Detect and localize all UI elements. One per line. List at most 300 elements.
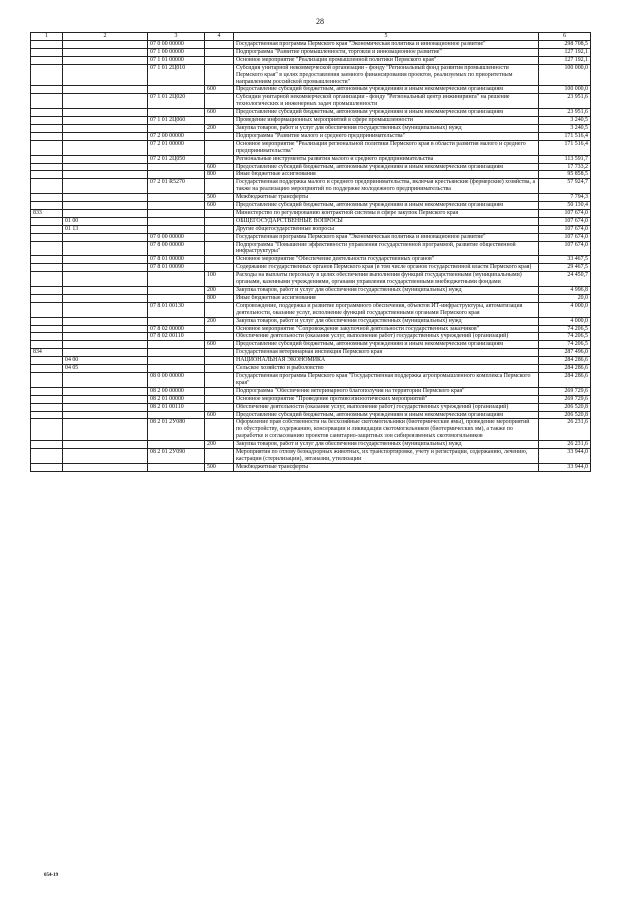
grbs-code-cell [31, 124, 63, 132]
item-name-cell: Основное мероприятие "Сопровождение закупочной деятельности государственных заказчиков" [234, 325, 539, 333]
table-row [31, 171, 591, 179]
target-article-cell: 08 2 01 00000 [148, 395, 205, 403]
table-row [31, 272, 591, 287]
table-row [31, 287, 591, 295]
grbs-code-cell [31, 202, 63, 210]
item-name-cell: НАЦИОНАЛЬНАЯ ЭКОНОМИКА [234, 357, 539, 365]
grbs-code-cell [31, 449, 63, 464]
target-article-cell [148, 171, 205, 179]
item-name-cell: Основное мероприятие "Проведение противоэпизоотических мероприятий" [234, 395, 539, 403]
expense-type-cell [205, 449, 234, 464]
target-article-cell [148, 341, 205, 349]
grbs-code-cell [31, 171, 63, 179]
grbs-code-cell [31, 387, 63, 395]
target-article-cell [148, 357, 205, 365]
target-article-cell: 08 2 00 00000 [148, 387, 205, 395]
header-cell: 3 [148, 33, 205, 41]
section-code-cell [63, 411, 148, 419]
section-code-cell [63, 241, 148, 256]
section-code-cell [63, 349, 148, 357]
item-name-cell: Закупка товаров, работ и услуг для обеспечения государственных (муниципальных) нужд [234, 124, 539, 132]
amount-cell: 269 729,6 [539, 395, 591, 403]
amount-cell: 74 206,5 [539, 333, 591, 341]
expense-type-cell: 600 [205, 411, 234, 419]
expense-type-cell: 600 [205, 163, 234, 171]
item-name-cell: Закупка товаров, работ и услуг для обеспечения государственных (муниципальных) нужд [234, 287, 539, 295]
expense-type-cell [205, 302, 234, 317]
section-code-cell [63, 124, 148, 132]
item-name-cell: Иные бюджетные ассигнования [234, 171, 539, 179]
expense-type-cell: 600 [205, 202, 234, 210]
amount-cell: 24 450,7 [539, 272, 591, 287]
grbs-code-cell [31, 155, 63, 163]
grbs-code-cell [31, 272, 63, 287]
amount-cell: 26 231,6 [539, 441, 591, 449]
grbs-code-cell [31, 287, 63, 295]
item-name-cell: Межбюджетные трансферты [234, 463, 539, 471]
target-article-cell [148, 202, 205, 210]
item-name-cell: Основное мероприятие "Реализация региональной политики Пермского края в области развития малого и среднего предпринимательства" [234, 140, 539, 155]
amount-cell: 29 467,5 [539, 264, 591, 272]
amount-cell: 171 516,4 [539, 132, 591, 140]
amount-cell: 206 520,8 [539, 403, 591, 411]
grbs-code-cell [31, 341, 63, 349]
grbs-code-cell [31, 403, 63, 411]
item-name-cell: Проведение информационных мероприятий в сфере промышленности [234, 117, 539, 125]
item-name-cell: Региональные инструменты развития малого и среднего предпринимательства [234, 155, 539, 163]
budget-table [30, 32, 591, 472]
target-article-cell [148, 217, 205, 225]
section-code-cell [63, 64, 148, 86]
amount-cell: 57 924,7 [539, 179, 591, 194]
item-name-cell: Оформление прав собственности на бесхозяйные скотомогильники (биотермические ямы), проведение мероприятий по обустройству, содержанию, консервации и ликвидации скотомогильников (биотермических ям), а также по разработке и согласованию проектов санитарно-защитных зон сибиреязвенных скотомогильников [234, 419, 539, 441]
expense-type-cell [205, 155, 234, 163]
target-article-cell: 07 8 02 00110 [148, 333, 205, 341]
target-article-cell: 07 1 01 2Ц020 [148, 94, 205, 109]
target-article-cell: 08 2 01 2У080 [148, 419, 205, 441]
section-code-cell [63, 449, 148, 464]
section-code-cell: 04 00 [63, 357, 148, 365]
item-name-cell: Мероприятия по отлову безнадзорных животных, их транспортировке, учету и регистрации, содержанию, лечению, кастрации (стерилизации), эвтаназии, утилизации [234, 449, 539, 464]
target-article-cell [148, 365, 205, 373]
table-row [31, 233, 591, 241]
table-row [31, 441, 591, 449]
table-row [31, 264, 591, 272]
amount-cell: 284 286,6 [539, 357, 591, 365]
item-name-cell: Подпрограмма "Развитие малого и среднего предпринимательства" [234, 132, 539, 140]
grbs-code-cell [31, 132, 63, 140]
target-article-cell: 08 2 01 00110 [148, 403, 205, 411]
grbs-code-cell [31, 117, 63, 125]
table-row [31, 403, 591, 411]
expense-type-cell [205, 56, 234, 64]
table-row [31, 387, 591, 395]
grbs-code-cell: 833 [31, 209, 63, 217]
expense-type-cell [205, 264, 234, 272]
section-code-cell: 04 05 [63, 365, 148, 373]
table-row [31, 217, 591, 225]
expense-type-cell: 200 [205, 441, 234, 449]
section-code-cell [63, 387, 148, 395]
grbs-code-cell [31, 48, 63, 56]
expense-type-cell: 500 [205, 463, 234, 471]
target-article-cell: 07 2 00 00000 [148, 132, 205, 140]
table-row [31, 395, 591, 403]
amount-cell: 284 286,6 [539, 372, 591, 387]
table-body [31, 41, 591, 472]
table-row [31, 41, 591, 49]
expense-type-cell [205, 241, 234, 256]
expense-type-cell [205, 64, 234, 86]
header-cell: 4 [205, 33, 234, 41]
table-row [31, 109, 591, 117]
section-code-cell [63, 48, 148, 56]
section-code-cell [63, 202, 148, 210]
amount-cell: 23 951,6 [539, 94, 591, 109]
grbs-code-cell [31, 365, 63, 373]
expense-type-cell [205, 357, 234, 365]
expense-type-cell [205, 233, 234, 241]
section-code-cell [63, 155, 148, 163]
grbs-code-cell [31, 395, 63, 403]
amount-cell: 74 206,5 [539, 325, 591, 333]
table-row [31, 449, 591, 464]
target-article-cell [148, 272, 205, 287]
target-article-cell: 07 2 01 00000 [148, 140, 205, 155]
target-article-cell [148, 163, 205, 171]
expense-type-cell [205, 140, 234, 155]
grbs-code-cell [31, 419, 63, 441]
target-article-cell [148, 225, 205, 233]
section-code-cell [63, 403, 148, 411]
grbs-code-cell [31, 241, 63, 256]
expense-type-cell: 600 [205, 86, 234, 94]
table-row [31, 124, 591, 132]
header-row [31, 33, 591, 41]
item-name-cell: Иные бюджетные ассигнования [234, 294, 539, 302]
target-article-cell: 07 8 01 00000 [148, 256, 205, 264]
amount-cell: 100 000,0 [539, 86, 591, 94]
expense-type-cell [205, 217, 234, 225]
amount-cell: 20,0 [539, 294, 591, 302]
item-name-cell: Закупка товаров, работ и услуг для обеспечения государственных (муниципальных) нужд [234, 441, 539, 449]
section-code-cell [63, 372, 148, 387]
grbs-code-cell [31, 325, 63, 333]
expense-type-cell [205, 387, 234, 395]
amount-cell: 3 240,5 [539, 124, 591, 132]
header-cell: 6 [539, 33, 591, 41]
page-number: 28 [316, 17, 324, 26]
amount-cell: 206 520,8 [539, 411, 591, 419]
amount-cell: 7 794,3 [539, 194, 591, 202]
grbs-code-cell [31, 372, 63, 387]
item-name-cell: Межбюджетные трансферты [234, 194, 539, 202]
item-name-cell: Предоставление субсидий бюджетным, автономным учреждениям и иным некоммерческим организациям [234, 163, 539, 171]
target-article-cell: 07 1 01 00000 [148, 56, 205, 64]
table-row [31, 209, 591, 217]
item-name-cell: Предоставление субсидий бюджетным, автономным учреждениям и иным некоммерческим организациям [234, 109, 539, 117]
grbs-code-cell [31, 194, 63, 202]
section-code-cell [63, 272, 148, 287]
header-cell: 2 [63, 33, 148, 41]
item-name-cell: Предоставление субсидий бюджетным, автономным учреждениям и иным некоммерческим организациям [234, 411, 539, 419]
item-name-cell: Обеспечение деятельности (оказание услуг, выполнение работ) государственных учреждений (организаций) [234, 403, 539, 411]
table-row [31, 357, 591, 365]
section-code-cell [63, 56, 148, 64]
grbs-code-cell [31, 441, 63, 449]
expense-type-cell: 200 [205, 287, 234, 295]
section-code-cell [63, 209, 148, 217]
target-article-cell: 07 0 00 00000 [148, 233, 205, 241]
expense-type-cell [205, 225, 234, 233]
footer-code: 054-19 [44, 873, 59, 878]
amount-cell: 284 286,6 [539, 365, 591, 373]
table-row [31, 132, 591, 140]
table-row [31, 365, 591, 373]
expense-type-cell [205, 325, 234, 333]
expense-type-cell [205, 365, 234, 373]
table-row [31, 64, 591, 86]
item-name-cell: Основное мероприятие "Обеспечение деятельности государственных органов" [234, 256, 539, 264]
target-article-cell [148, 109, 205, 117]
section-code-cell [63, 109, 148, 117]
section-code-cell [63, 41, 148, 49]
amount-cell: 95 858,5 [539, 171, 591, 179]
target-article-cell: 07 8 00 00000 [148, 241, 205, 256]
amount-cell: 3 240,5 [539, 117, 591, 125]
expense-type-cell: 800 [205, 294, 234, 302]
grbs-code-cell [31, 179, 63, 194]
target-article-cell: 07 1 00 00000 [148, 48, 205, 56]
grbs-code-cell [31, 294, 63, 302]
expense-type-cell [205, 209, 234, 217]
section-code-cell [63, 94, 148, 109]
item-name-cell: Сельское хозяйство и рыболовство [234, 365, 539, 373]
amount-cell: 33 467,5 [539, 256, 591, 264]
grbs-code-cell: 834 [31, 349, 63, 357]
table-row [31, 419, 591, 441]
grbs-code-cell [31, 463, 63, 471]
table-row [31, 349, 591, 357]
amount-cell: 17 733,2 [539, 163, 591, 171]
expense-type-cell: 500 [205, 194, 234, 202]
amount-cell: 100 000,0 [539, 64, 591, 86]
item-name-cell: Подпрограмма "Развитие промышленности, торговли и инновационное развитие" [234, 48, 539, 56]
section-code-cell [63, 194, 148, 202]
grbs-code-cell [31, 256, 63, 264]
section-code-cell [63, 302, 148, 317]
expense-type-cell: 200 [205, 317, 234, 325]
target-article-cell [148, 349, 205, 357]
section-code-cell: 01 00 [63, 217, 148, 225]
expense-type-cell: 600 [205, 341, 234, 349]
expense-type-cell [205, 403, 234, 411]
expense-type-cell: 200 [205, 124, 234, 132]
grbs-code-cell [31, 225, 63, 233]
section-code-cell [63, 256, 148, 264]
table-row [31, 155, 591, 163]
section-code-cell [63, 117, 148, 125]
expense-type-cell [205, 372, 234, 387]
target-article-cell [148, 209, 205, 217]
expense-type-cell [205, 117, 234, 125]
target-article-cell: 07 8 02 00000 [148, 325, 205, 333]
item-name-cell: Другие общегосударственные вопросы [234, 225, 539, 233]
grbs-code-cell [31, 109, 63, 117]
section-code-cell [63, 441, 148, 449]
table-row [31, 179, 591, 194]
grbs-code-cell [31, 140, 63, 155]
table-row [31, 86, 591, 94]
section-code-cell [63, 233, 148, 241]
grbs-code-cell [31, 64, 63, 86]
section-code-cell [63, 140, 148, 155]
table-row [31, 317, 591, 325]
expense-type-cell [205, 94, 234, 109]
expense-type-cell: 800 [205, 171, 234, 179]
item-name-cell: Сопровождение, поддержка и развитие программного обеспечения, объектов ИТ-инфраструктуры, автоматизация деятельности, оказание услуг, исполнение функций государственными органами Пермского края [234, 302, 539, 317]
item-name-cell: Государственная программа Пермского края "Экономическая политика и инновационное развитие" [234, 41, 539, 49]
target-article-cell [148, 317, 205, 325]
table-row [31, 56, 591, 64]
amount-cell: 113 591,7 [539, 155, 591, 163]
amount-cell: 4 000,0 [539, 317, 591, 325]
table-row [31, 202, 591, 210]
expense-type-cell [205, 395, 234, 403]
expense-type-cell: 100 [205, 272, 234, 287]
item-name-cell: Субсидия унитарной некоммерческой организации - фонду "Региональный фонд развития промышленности Пермского края" в целях предоставления заемного финансирования проектов, реализуемых по приоритетным направлениям российской промышленности" [234, 64, 539, 86]
section-code-cell [63, 132, 148, 140]
item-name-cell: Содержание государственных органов Пермского края (в том числе органов государственной власти Пермского края) [234, 264, 539, 272]
grbs-code-cell [31, 233, 63, 241]
section-code-cell [63, 395, 148, 403]
item-name-cell: Обеспечение деятельности (оказание услуг, выполнение работ) государственных учреждений (организаций) [234, 333, 539, 341]
item-name-cell: Государственная программа Пермского края "Экономическая политика и инновационное развитие" [234, 233, 539, 241]
amount-cell: 298 708,5 [539, 41, 591, 49]
target-article-cell: 08 2 01 2У090 [148, 449, 205, 464]
expense-type-cell: 600 [205, 109, 234, 117]
section-code-cell [63, 264, 148, 272]
section-code-cell: 01 13 [63, 225, 148, 233]
target-article-cell: 07 2 01 R5270 [148, 179, 205, 194]
expense-type-cell [205, 132, 234, 140]
item-name-cell: Расходы на выплаты персоналу в целях обеспечения выполнения функций государственными (муниципальными) органами, казенными учреждениями, органами управления государственными внебюджетными фондами [234, 272, 539, 287]
target-article-cell: 08 0 00 00000 [148, 372, 205, 387]
amount-cell: 107 674,0 [539, 233, 591, 241]
target-article-cell: 07 1 01 2Ц060 [148, 117, 205, 125]
section-code-cell [63, 179, 148, 194]
expense-type-cell [205, 179, 234, 194]
item-name-cell: Предоставление субсидий бюджетным, автономным учреждениям и иным некоммерческим организациям [234, 341, 539, 349]
target-article-cell: 07 0 00 00000 [148, 41, 205, 49]
amount-cell: 4 996,8 [539, 287, 591, 295]
table-row [31, 117, 591, 125]
section-code-cell [63, 333, 148, 341]
item-name-cell: Подпрограмма "Повышение эффективности управления государственной программой, развитие общественной инфраструктуры" [234, 241, 539, 256]
header-cell: 5 [234, 33, 539, 41]
amount-cell: 107 674,0 [539, 241, 591, 256]
amount-cell: 33 944,0 [539, 463, 591, 471]
expense-type-cell [205, 333, 234, 341]
grbs-code-cell [31, 333, 63, 341]
target-article-cell [148, 194, 205, 202]
target-article-cell [148, 124, 205, 132]
amount-cell: 127 192,1 [539, 48, 591, 56]
amount-cell: 74 206,5 [539, 341, 591, 349]
expense-type-cell [205, 419, 234, 441]
section-code-cell [63, 325, 148, 333]
item-name-cell: Подпрограмма "Обеспечение ветеринарного благополучия на территории Пермского края" [234, 387, 539, 395]
grbs-code-cell [31, 217, 63, 225]
item-name-cell: Предоставление субсидий бюджетным, автономным учреждениям и иным некоммерческим организациям [234, 86, 539, 94]
amount-cell: 107 674,0 [539, 209, 591, 217]
target-article-cell [148, 86, 205, 94]
section-code-cell [63, 317, 148, 325]
table-row [31, 463, 591, 471]
amount-cell: 33 944,0 [539, 449, 591, 464]
item-name-cell: Государственная ветеринарная инспекция Пермского края [234, 349, 539, 357]
table-row [31, 140, 591, 155]
amount-cell: 26 231,6 [539, 419, 591, 441]
target-article-cell: 07 2 01 2Ц050 [148, 155, 205, 163]
expense-type-cell [205, 256, 234, 264]
table-row [31, 194, 591, 202]
amount-cell: 50 130,4 [539, 202, 591, 210]
item-name-cell: Субсидии унитарной некоммерческой организации - фонду "Региональный центр инжиниринга" на решение технологических и инженерных задач промышленности [234, 94, 539, 109]
table-row [31, 163, 591, 171]
section-code-cell [63, 419, 148, 441]
target-article-cell: 07 1 01 2Ц010 [148, 64, 205, 86]
grbs-code-cell [31, 264, 63, 272]
table-row [31, 325, 591, 333]
item-name-cell: Предоставление субсидий бюджетным, автономным учреждениям и иным некоммерческим организациям [234, 202, 539, 210]
item-name-cell: Закупка товаров, работ и услуг для обеспечения государственных (муниципальных) нужд [234, 317, 539, 325]
table-row [31, 256, 591, 264]
target-article-cell [148, 441, 205, 449]
amount-cell: 287 496,0 [539, 349, 591, 357]
target-article-cell [148, 294, 205, 302]
grbs-code-cell [31, 94, 63, 109]
expense-type-cell [205, 41, 234, 49]
grbs-code-cell [31, 41, 63, 49]
grbs-code-cell [31, 86, 63, 94]
table-row [31, 411, 591, 419]
table-row [31, 302, 591, 317]
section-code-cell [63, 163, 148, 171]
amount-cell: 107 674,0 [539, 225, 591, 233]
table-row [31, 94, 591, 109]
section-code-cell [63, 86, 148, 94]
amount-cell: 4 000,0 [539, 302, 591, 317]
item-name-cell: Основное мероприятие "Реализация промышленной политики Пермского края" [234, 56, 539, 64]
section-code-cell [63, 463, 148, 471]
section-code-cell [63, 294, 148, 302]
expense-type-cell [205, 349, 234, 357]
table-row [31, 225, 591, 233]
section-code-cell [63, 341, 148, 349]
grbs-code-cell [31, 56, 63, 64]
target-article-cell [148, 463, 205, 471]
amount-cell: 269 729,6 [539, 387, 591, 395]
item-name-cell: Государственная поддержка малого и среднего предпринимательства, включая крестьянские (фермерские) хозяйства, а также на реализацию мероприятий по поддержке молодежного предпринимательства [234, 179, 539, 194]
section-code-cell [63, 287, 148, 295]
item-name-cell: Министерство по регулированию контрактной системы в сфере закупок Пермского края [234, 209, 539, 217]
table-row [31, 294, 591, 302]
table-row [31, 341, 591, 349]
table-row [31, 241, 591, 256]
table-row [31, 372, 591, 387]
item-name-cell: ОБЩЕГОСУДАРСТВЕННЫЕ ВОПРОСЫ [234, 217, 539, 225]
